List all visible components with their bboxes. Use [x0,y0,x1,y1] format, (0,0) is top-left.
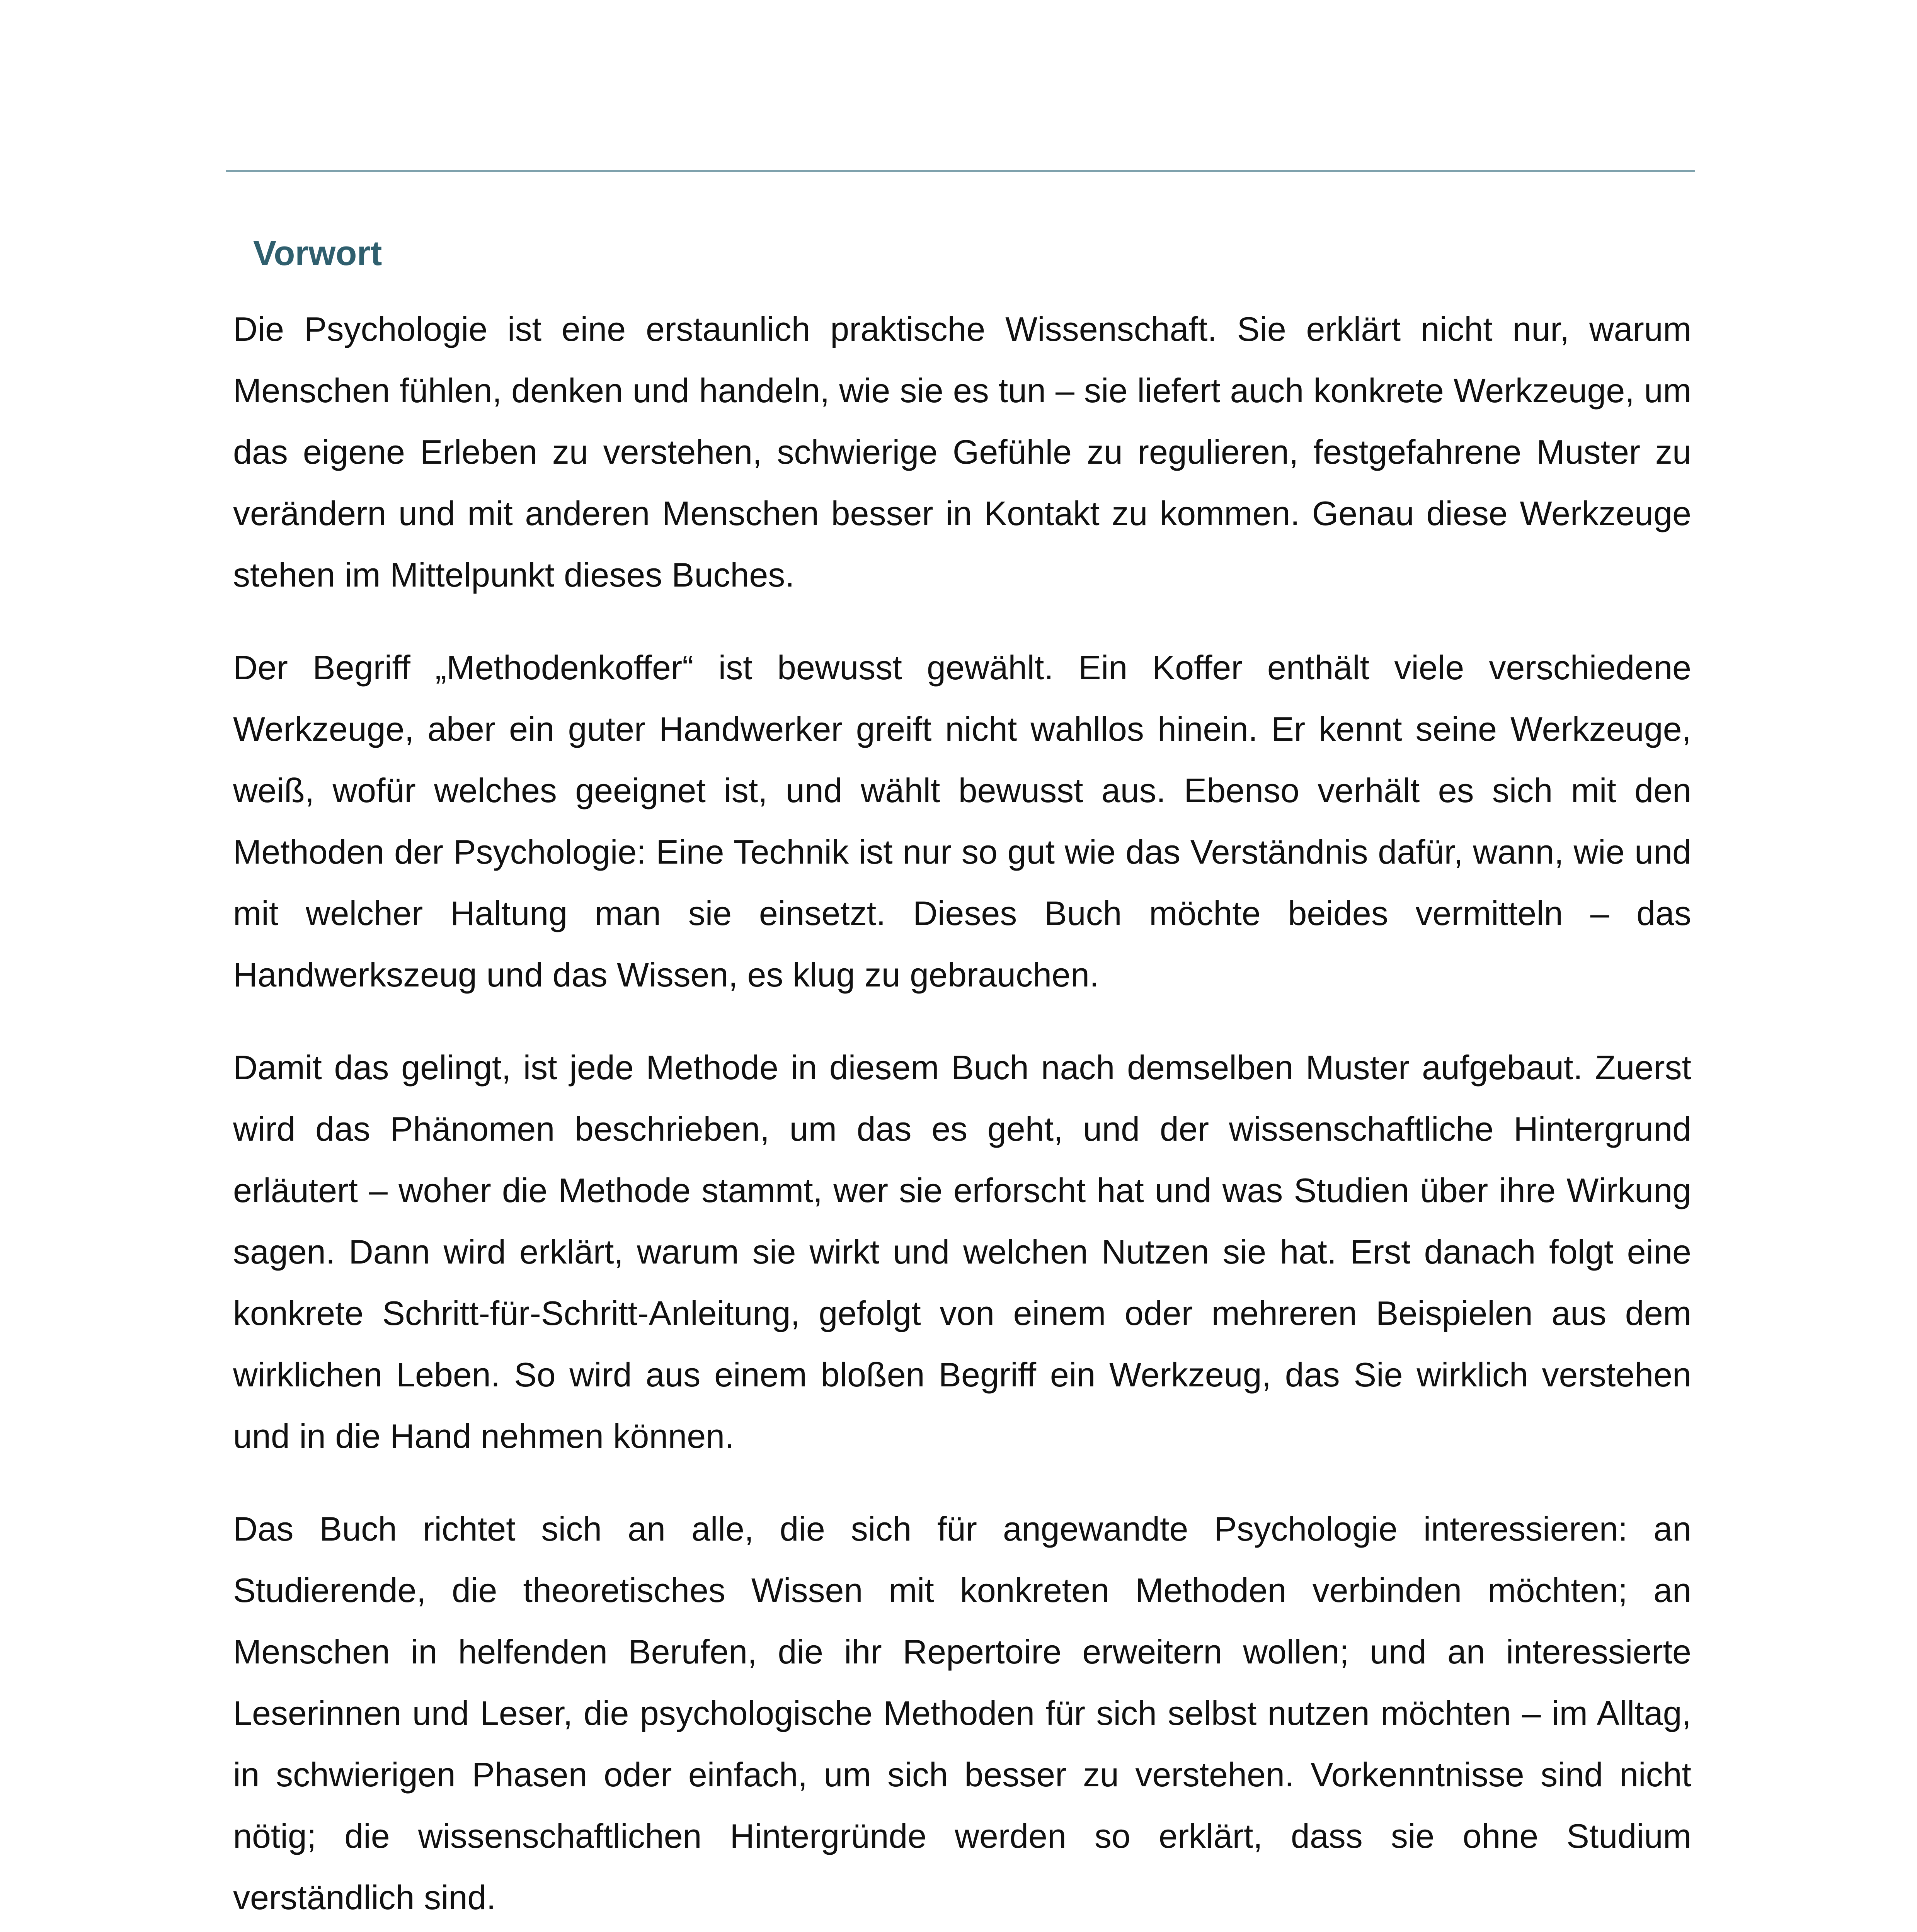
paragraph: Der Begriff „Methodenkoffer“ ist bewusst gewählt. Ein Koffer enthält viele verschiedene Werkzeuge, aber ein guter Handwerker greift nicht wahllos hinein. Er kennt seine Werkzeuge, weiß, wofür welches geeignet ist, und wählt bewusst aus. Ebenso verhält es sich mit den Methoden der Psychologie: Eine Technik ist nur so gut wie das Verständnis dafür, wann, wie und mit welcher Haltung man sie einsetzt. Dieses Buch möchte beides vermitteln – das Handwerkszeug und das Wissen, es klug zu gebrauchen. [233,648,1691,994]
paragraph: Das Buch richtet sich an alle, die sich für angewandte Psychologie interessieren: an Studierende, die theoretisches Wissen mit konkreten Methoden verbinden möchten; an Menschen in helfenden Berufen, die ihr Repertoire erweitern wollen; und an interessierte Leserinnen und Leser, die psychologische Methoden für sich selbst nutzen möchten – im Alltag, in schwierigen Phasen oder einfach, um sich besser zu verstehen. Vorkenntnisse sind nicht nötig; die wissenschaftlichen Hintergründe werden so erklärt, dass sie ohne Studium verständlich sind. [233,1510,1691,1917]
section-heading: Vorwort [253,234,382,273]
body-text [233,298,1691,1932]
header-rule [226,170,1695,172]
paragraph: Damit das gelingt, ist jede Methode in diesem Buch nach demselben Muster aufgebaut. Zuerst wird das Phänomen beschrieben, um das es geht, und der wissenschaftliche Hintergrund erläutert – woher die Methode stammt, wer sie erforscht hat und was Studien über ihre Wirkung sagen. Dann wird erklärt, warum sie wirkt und welchen Nutzen sie hat. Erst danach folgt eine konkrete Schritt-für-Schritt-Anleitung, gefolgt von einem oder mehreren Beispielen aus dem wirklichen Leben. So wird aus einem bloßen Begriff ein Werkzeug, das Sie wirklich verstehen und in die Hand nehmen können. [233,1048,1691,1455]
paragraph: Die Psychologie ist eine erstaunlich praktische Wissenschaft. Sie erklärt nicht nur, warum Menschen fühlen, denken und handeln, wie sie es tun – sie liefert auch konkrete Werkzeuge, um das eigene Erleben zu verstehen, schwierige Gefühle zu regulieren, festgefahrene Muster zu verändern und mit anderen Menschen besser in Kontakt zu kommen. Genau diese Werkzeuge stehen im Mittelpunkt dieses Buches. [233,310,1691,594]
